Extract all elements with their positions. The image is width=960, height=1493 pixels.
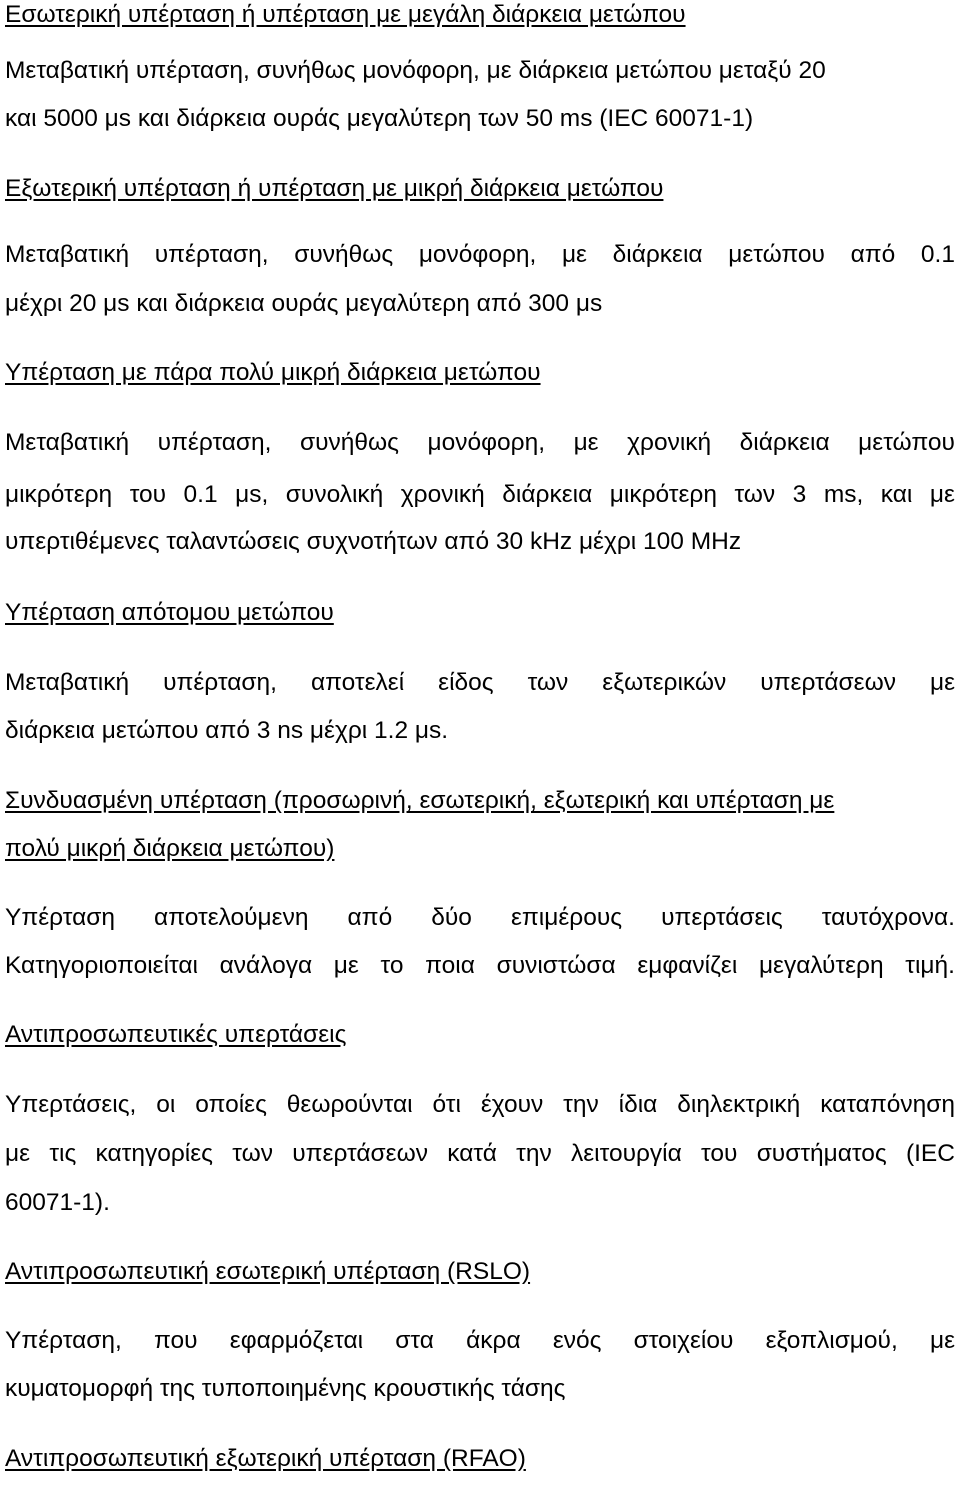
paragraph-line: διάρκεια μετώπου από 3 ns μέχρι 1.2 μs. [5,717,449,744]
paragraph-line: μικρότερη του 0.1 μs, συνολική χρονική διάρκεια μικρότερη των 3 ms, και με [5,481,955,508]
paragraph-line: Μεταβατική υπέρταση, συνήθως μονόφορη, με διάρκεια μετώπου μεταξύ 20 [5,57,826,84]
paragraph-line: Υπέρταση, που εφαρμόζεται στα άκρα ενός στοιχείου εξοπλισμού, με [5,1327,955,1354]
paragraph-line: Μεταβατική υπέρταση, αποτελεί είδος των εξωτερικών υπερτάσεων με [5,669,955,696]
paragraph-line: 60071-1). [5,1189,110,1216]
paragraph-line: Υπερτάσεις, οι οποίες θεωρούνται ότι έχουν την ίδια διηλεκτρική καταπόνηση [5,1091,955,1118]
section-heading: Αντιπροσωπευτική εσωτερική υπέρταση (RSLO) [5,1258,531,1285]
section-heading: Αντιπροσωπευτική εξωτερική υπέρταση (RFAO) [5,1445,526,1472]
section-heading: Εσωτερική υπέρταση ή υπέρταση με μεγάλη διάρκεια μετώπου [5,1,686,28]
paragraph-line: Μεταβατική υπέρταση, συνήθως μονόφορη, με χρονική διάρκεια μετώπου [5,429,955,456]
section-heading: Εξωτερική υπέρταση ή υπέρταση με μικρή διάρκεια μετώπου [5,175,664,202]
section-heading: Αντιπροσωπευτικές υπερτάσεις [5,1021,347,1048]
section-heading: Υπέρταση απότομου μετώπου [5,599,334,626]
paragraph-line: Υπέρταση αποτελούμενη από δύο επιμέρους υπερτάσεις ταυτόχρονα. [5,904,955,931]
paragraph-line: Κατηγοριοποιείται ανάλογα με το ποια συνιστώσα εμφανίζει μεγαλύτερη τιμή. [5,952,955,979]
paragraph-line: υπερτιθέμενες ταλαντώσεις συχνοτήτων από 30 kHz μέχρι 100 MHz [5,528,742,555]
paragraph-line: με τις κατηγορίες των υπερτάσεων κατά την λειτουργία του συστήματος (IEC [5,1140,955,1167]
section-heading: Συνδυασμένη υπέρταση (προσωρινή, εσωτερική, εξωτερική και υπέρταση με [5,787,835,814]
paragraph-line: μέχρι 20 μs και διάρκεια ουράς μεγαλύτερη από 300 μs [5,290,603,317]
paragraph-line: κυματομορφή της τυποποιημένης κρουστικής τάσης [5,1375,566,1402]
section-heading: Υπέρταση με πάρα πολύ μικρή διάρκεια μετώπου [5,359,541,386]
paragraph-line: Μεταβατική υπέρταση, συνήθως μονόφορη, με διάρκεια μετώπου από 0.1 [5,241,955,268]
paragraph-line: και 5000 μs και διάρκεια ουράς μεγαλύτερη των 50 ms (IEC 60071-1) [5,105,754,132]
section-heading: πολύ μικρή διάρκεια μετώπου) [5,835,335,862]
